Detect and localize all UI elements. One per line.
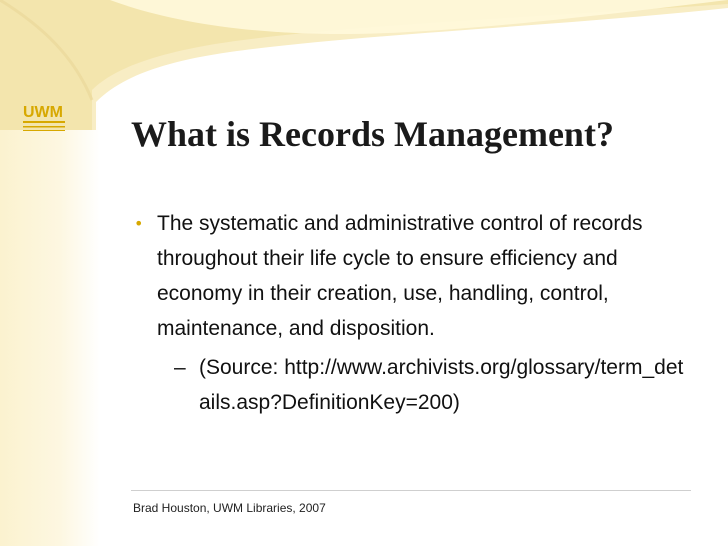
uwm-logo-icon (23, 99, 69, 133)
bullet-text: The systematic and administrative control of records throughout their life cycle to ensure efficiency and economy in their creation, use, handling, control, maintenance, and disposition. (157, 212, 643, 340)
footer-divider (131, 490, 691, 491)
sub-bullet-item (174, 350, 694, 420)
sub-bullet-marker: – (174, 356, 186, 379)
sub-bullet-text: (Source: http://www.archivists.org/glossary/term_details.asp?DefinitionKey=200) (199, 356, 684, 414)
bullet-item (134, 206, 694, 346)
slide-title: What is Records Management? (131, 114, 614, 154)
footer-text: Brad Houston, UWM Libraries, 2007 (133, 501, 326, 515)
decorative-swoosh (0, 0, 728, 130)
bullet-marker: • (134, 214, 144, 233)
logo-text: UWM (23, 104, 63, 121)
